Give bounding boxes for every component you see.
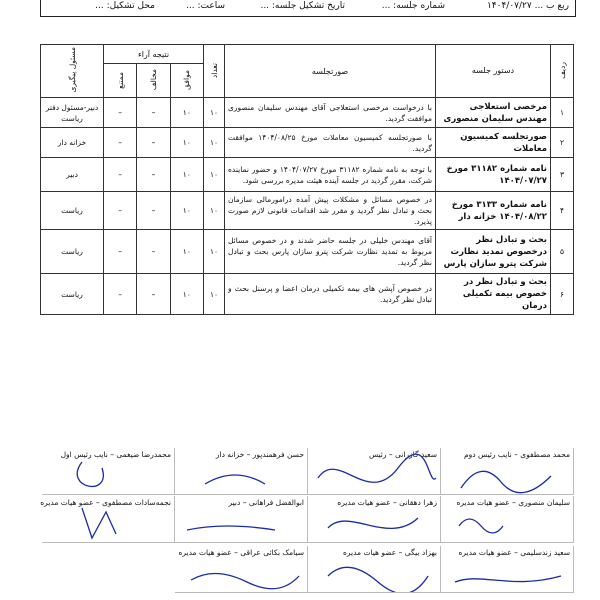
row-number: ۲	[551, 128, 574, 158]
signature-mark	[441, 546, 573, 592]
signature-cell	[441, 448, 574, 495]
signature-stroke	[455, 576, 561, 582]
header-strip	[40, 0, 576, 17]
signature-cell	[441, 496, 574, 543]
count-cell: ۱۰	[204, 192, 225, 230]
minutes-cell: با توجه به نامه شماره ۳۱۱۸۲ مورخ ۱۴۰۴/۰۷/۲۷ و حضور نماینده شرکت، مقرر گردید در جلسه آینده هیئت مدیره بررسی شود.	[225, 158, 436, 192]
responsible-cell: ریاست	[41, 192, 104, 230]
oppose-cell: –	[137, 158, 170, 192]
minutes-cell: در خصوص آپشن های بیمه تکمیلی درمان اعضا و پرسنل بحث و تبادل نظر گردید.	[225, 274, 436, 315]
signatory-name: حسن فرهمندپور – خزانه دار	[215, 450, 304, 459]
signatory-name: زهرا دهقانی – عضو هیات مدیره	[337, 498, 437, 507]
oppose-cell: –	[137, 274, 170, 315]
responsible-cell: خزانه دار	[41, 128, 104, 158]
table-row	[41, 158, 574, 192]
col-responsible: مسئول پیگیری	[41, 45, 104, 98]
abstain-cell: –	[104, 230, 137, 274]
abstain-cell: –	[104, 274, 137, 315]
row-number: ۳	[551, 158, 574, 192]
responsible-cell: دبیر-مسئول دفتر ریاست	[41, 98, 104, 128]
row-number: ۱	[551, 98, 574, 128]
responsible-cell: ریاست	[41, 274, 104, 315]
count-cell: ۱۰	[204, 98, 225, 128]
signature-stroke	[187, 526, 275, 530]
signature-mark	[42, 496, 174, 542]
oppose-cell: –	[137, 192, 170, 230]
signature-stroke	[82, 508, 116, 538]
signature-stroke	[328, 567, 428, 592]
col-row-no: ردیف	[551, 45, 574, 98]
signature-stroke	[205, 475, 265, 484]
col-agenda: دستور جلسه	[436, 45, 551, 98]
signatory-name: سعید زندسلیمی – عضو هیات مدیره	[458, 548, 570, 557]
signatory-name: سیامک بکائی عراقی – عضو هیات مدیره	[178, 548, 304, 557]
signature-stroke	[461, 471, 551, 492]
signature-mark	[441, 496, 573, 542]
signature-cell	[308, 448, 441, 495]
agenda-cell: نامه شماره ۳۱۳۳ مورخ ۱۴۰۴/۰۸/۲۲ خزانه دار	[436, 192, 551, 230]
agenda-cell: بحث و تبادل نظر در خصوص بیمه تکمیلی درمان	[436, 274, 551, 315]
header-field: ربع ب ... ۱۴۰۴/۰۷/۲۷	[486, 1, 569, 11]
signature-mark	[175, 448, 307, 494]
agree-cell: ۱۰	[170, 158, 203, 192]
minutes-cell: آقای مهندس خلیلی در جلسه حاضر شدند و در خصوص مسائل مربوط به تمدید نظارت شرکت پترو سازان پارس بحث و تبادل نظر گردید.	[225, 230, 436, 274]
table-row	[41, 128, 574, 158]
agenda-cell: صورتجلسه کمیسیون معاملات	[436, 128, 551, 158]
table-row	[41, 230, 574, 274]
signature-cell	[175, 496, 308, 543]
signature-mark	[308, 546, 440, 592]
minutes-cell: در خصوص مسائل و مشکلات پیش آمده درامورمالی سازمان بحث و تبادل نظر گردید و مقرر شد اقدامات قانونی لازم صورت پذیرد.	[225, 192, 436, 230]
col-minutes: صورتجلسه	[225, 45, 436, 98]
oppose-cell: –	[137, 128, 170, 158]
agree-cell: ۱۰	[170, 230, 203, 274]
signature-mark	[308, 448, 440, 494]
header-field: ساعت: ...	[186, 1, 225, 11]
abstain-cell: –	[104, 98, 137, 128]
signature-mark	[175, 496, 307, 542]
header-field: تاریخ تشکیل جلسه: ...	[260, 1, 345, 11]
signatory-name: نجمه‌سادات مصطفوی – عضو هیات مدیره	[40, 498, 171, 507]
row-number: ۴	[551, 192, 574, 230]
signature-cell	[441, 546, 574, 593]
signature-cell	[42, 448, 175, 495]
agree-cell: ۱۰	[170, 98, 203, 128]
signature-stroke	[191, 573, 299, 588]
signature-mark	[441, 448, 573, 494]
abstain-cell: –	[104, 158, 137, 192]
header-field: محل تشکیل: ...	[95, 1, 155, 11]
signatory-name: ابوالفضل فراهانی – دبیر	[228, 498, 304, 507]
signature-mark	[42, 448, 174, 494]
signature-mark	[175, 546, 307, 592]
responsible-cell: ریاست	[41, 230, 104, 274]
signature-stroke	[318, 454, 436, 482]
count-cell: ۱۰	[204, 274, 225, 315]
header-field: شماره جلسه: ...	[381, 1, 445, 11]
col-count: تعداد	[204, 45, 225, 98]
abstain-cell: –	[104, 192, 137, 230]
count-cell: ۱۰	[204, 230, 225, 274]
minutes-cell: با صورتجلسه کمیسیون معاملات مورخ ۱۴۰۴/۰۸/۲۵ موافقت گردید.	[225, 128, 436, 158]
col-oppose: مخالف	[137, 64, 170, 98]
signature-cell	[308, 496, 441, 543]
col-agree: موافق	[170, 64, 203, 98]
signatory-name: سعید گازرانی – رئیس	[368, 450, 437, 459]
count-cell: ۱۰	[204, 128, 225, 158]
agenda-cell: نامه شماره ۳۱۱۸۲ مورخ ۱۴۰۴/۰۷/۲۷	[436, 158, 551, 192]
signatory-name: محمد مصطفوی – نایب رئیس دوم	[464, 450, 570, 459]
signatory-name: بهزاد بیگی – عضو هیات مدیره	[342, 548, 437, 557]
row-number: ۶	[551, 274, 574, 315]
signature-stroke	[328, 518, 418, 528]
oppose-cell: –	[137, 230, 170, 274]
minutes-table	[40, 44, 574, 315]
signature-mark	[308, 496, 440, 542]
row-number: ۵	[551, 230, 574, 274]
table-row	[41, 274, 574, 315]
count-cell: ۱۰	[204, 158, 225, 192]
table-header-row	[41, 45, 574, 64]
abstain-cell: –	[104, 128, 137, 158]
signature-cell	[175, 448, 308, 495]
signatory-name: سلیمان منصوری – عضو هیات مدیره	[456, 498, 570, 507]
signature-cell	[308, 546, 441, 593]
oppose-cell: –	[137, 98, 170, 128]
signature-stroke	[459, 519, 503, 533]
signature-cell	[175, 546, 308, 593]
minutes-cell: با درخواست مرخصی استعلاجی آقای مهندس سلیمان منصوری موافقت گردید.	[225, 98, 436, 128]
table-row	[41, 192, 574, 230]
signature-stroke	[77, 462, 103, 486]
signature-area	[40, 448, 574, 600]
signature-cell	[42, 496, 175, 543]
table-row	[41, 98, 574, 128]
col-vote-group: نتیجه آراء	[104, 45, 204, 64]
agenda-cell: بحث و تبادل نظر درخصوص تمدید نظارت شرکت پترو سازان پارس	[436, 230, 551, 274]
agenda-cell: مرخصی استعلاجی مهندس سلیمان منصوری	[436, 98, 551, 128]
col-abstain: ممتنع	[104, 64, 137, 98]
responsible-cell: دبیر	[41, 158, 104, 192]
agree-cell: ۱۰	[170, 274, 203, 315]
agree-cell: ۱۰	[170, 128, 203, 158]
agree-cell: ۱۰	[170, 192, 203, 230]
table-body	[41, 98, 574, 315]
signatory-name: محمدرضا ضیغمی – نایب رئیس اول	[60, 450, 171, 459]
